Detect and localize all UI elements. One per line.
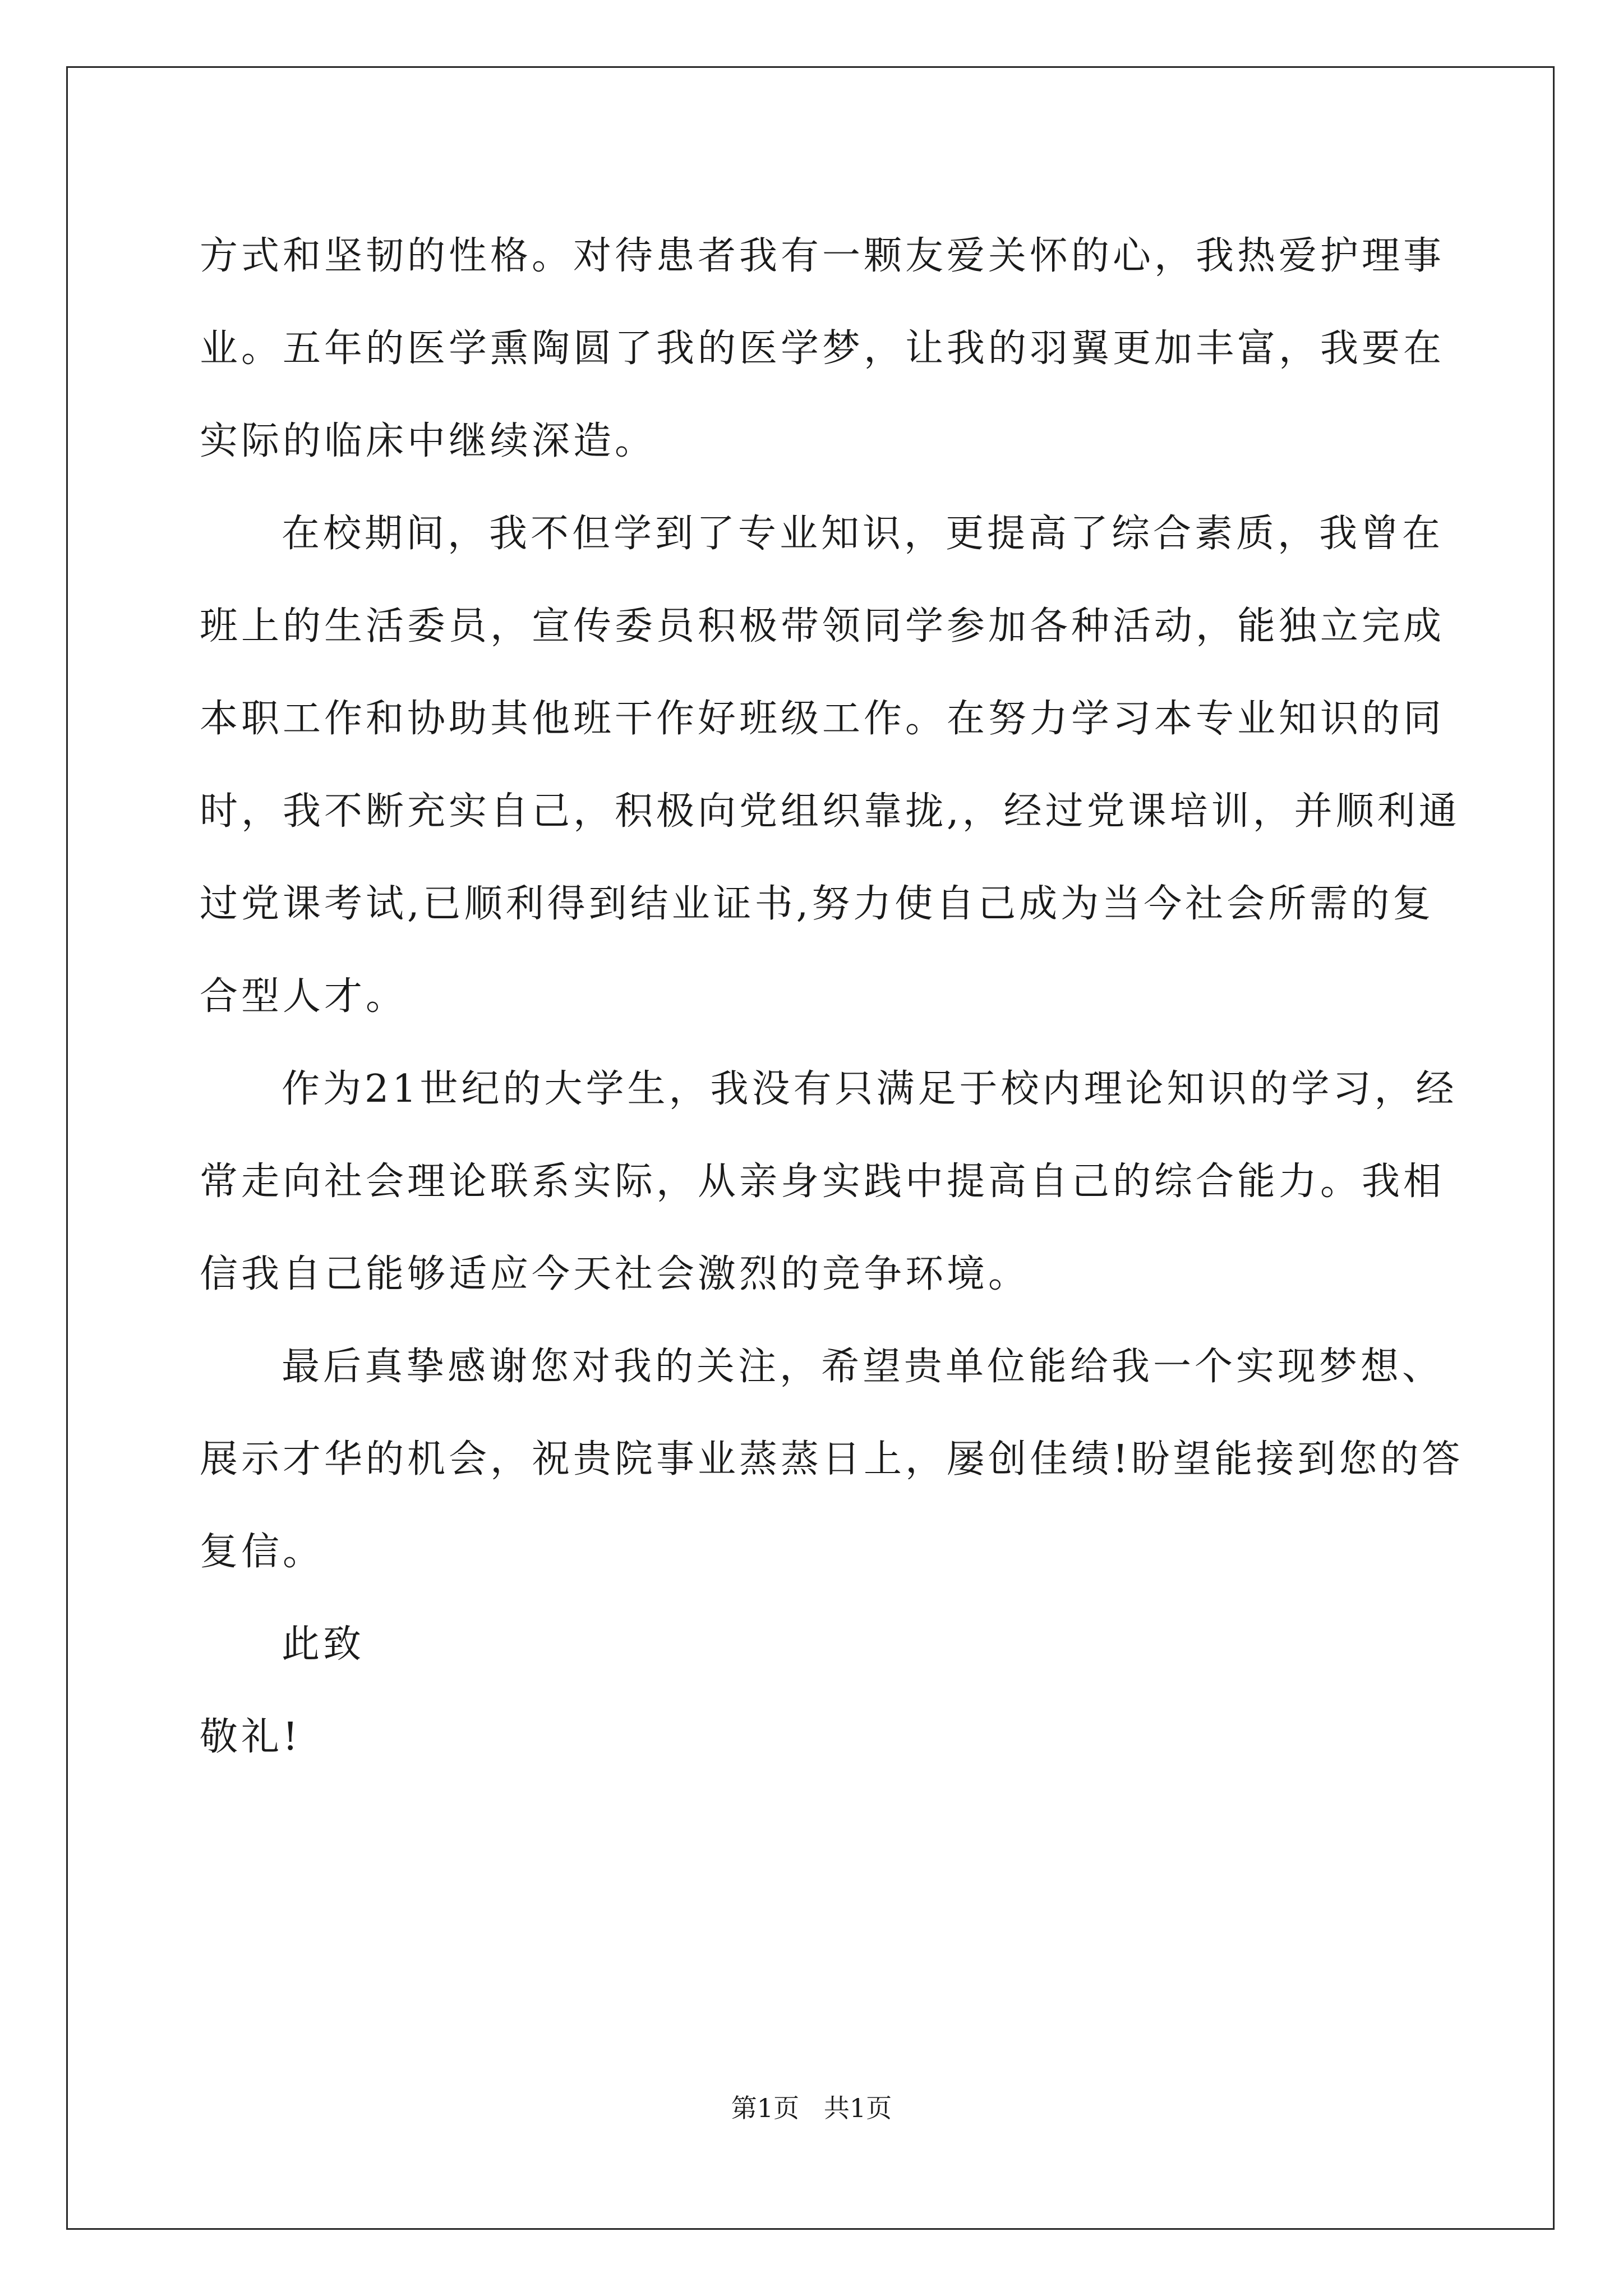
text-line: 合型人才。 — [200, 974, 408, 1019]
text-line: 在校期间，我不但学到了专业知识，更提高了综合素质，我曾在 — [282, 512, 1444, 556]
text-line: 作为21世纪的大学生，我没有只满足于校内理论知识的学习，经 — [282, 1067, 1458, 1111]
page-number-footer: 第1页 共1页 — [731, 2093, 892, 2123]
text-line: 本职工作和协助其他班干作好班级工作。在努力学习本专业知识的同 — [200, 697, 1445, 741]
text-line: 班上的生活委员，宣传委员积极带领同学参加各种活动，能独立完成 — [200, 604, 1445, 648]
text-line: 时，我不断充实自己，积极向党组织靠拢,，经过党课培训，并顺利通 — [200, 789, 1460, 834]
text-line: 业。五年的医学熏陶圆了我的医学梦，让我的羽翼更加丰富，我要在 — [200, 326, 1445, 371]
text-line: 信我自己能够适应今天社会激烈的竞争环境。 — [200, 1252, 1030, 1296]
text-line: 敬礼! — [200, 1715, 302, 1759]
text-line: 过党课考试,已顺利得到结业证书,努力使自己成为当今社会所需的复 — [200, 882, 1435, 926]
text-line: 此致 — [282, 1622, 365, 1667]
text-line: 方式和坚韧的性格。对待患者我有一颗友爱关怀的心，我热爱护理事 — [200, 234, 1445, 278]
text-line: 复信。 — [200, 1530, 325, 1574]
text-line: 展示才华的机会，祝贵院事业蒸蒸日上，屡创佳绩!盼望能接到您的答 — [200, 1437, 1464, 1481]
text-line: 常走向社会理论联系实际，从亲身实践中提高自己的综合能力。我相 — [200, 1159, 1445, 1204]
letter-body — [200, 210, 1464, 1783]
text-line: 最后真挚感谢您对我的关注，希望贵单位能给我一个实现梦想、 — [282, 1345, 1444, 1389]
text-line: 实际的临床中继续深造。 — [200, 419, 657, 463]
